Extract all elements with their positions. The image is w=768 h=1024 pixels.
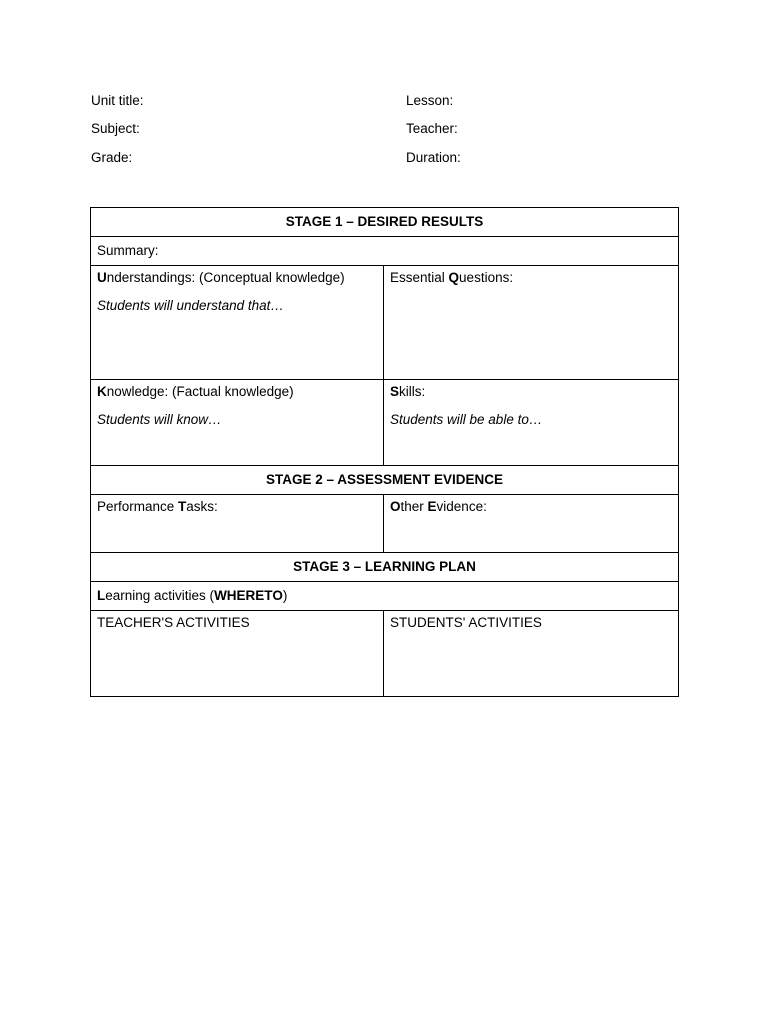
subject-label: Subject: xyxy=(91,121,140,136)
summary-label: Summary: xyxy=(97,243,159,258)
knowledge-label: Knowledge: (Factual knowledge) xyxy=(97,384,294,399)
students-activities-cell[interactable] xyxy=(384,611,679,697)
performance-tasks-label: Performance Tasks: xyxy=(97,499,218,514)
learning-activities-cell[interactable] xyxy=(91,582,679,611)
other-evidence-label: Other Evidence: xyxy=(390,499,487,514)
knowledge-skills-row xyxy=(91,380,679,466)
lesson-label: Lesson: xyxy=(406,93,454,108)
stage1-row xyxy=(91,208,679,237)
teacher-activities-label: TEACHER'S ACTIVITIES xyxy=(97,615,250,630)
skills-label: Skills: xyxy=(390,384,426,399)
learning-activities-label: Learning activities (WHERETO) xyxy=(97,588,288,603)
essential-questions-label: Essential Questions: xyxy=(390,270,514,285)
students-activities-label: STUDENTS' ACTIVITIES xyxy=(390,615,542,630)
duration-label: Duration: xyxy=(406,150,461,165)
activities-row xyxy=(91,611,679,697)
knowledge-prompt: Students will know… xyxy=(97,412,222,427)
lesson-plan-table xyxy=(90,207,679,697)
essential-questions-cell[interactable] xyxy=(384,266,679,380)
understandings-cell[interactable] xyxy=(91,266,384,380)
performance-tasks-cell[interactable] xyxy=(91,495,384,553)
unit-title-label: Unit title: xyxy=(91,93,144,108)
stage1-title: STAGE 1 – DESIRED RESULTS xyxy=(91,208,679,237)
summary-row xyxy=(91,237,679,266)
evidence-row xyxy=(91,495,679,553)
other-evidence-cell[interactable] xyxy=(384,495,679,553)
stage3-row xyxy=(91,553,679,582)
understandings-row xyxy=(91,266,679,380)
understandings-prompt: Students will understand that… xyxy=(97,298,284,313)
teacher-label: Teacher: xyxy=(406,121,458,136)
stage2-row xyxy=(91,466,679,495)
skills-cell[interactable] xyxy=(384,380,679,466)
learning-activities-row xyxy=(91,582,679,611)
stage3-title: STAGE 3 – LEARNING PLAN xyxy=(91,553,679,582)
knowledge-cell[interactable] xyxy=(91,380,384,466)
grade-label: Grade: xyxy=(91,150,133,165)
stage2-title: STAGE 2 – ASSESSMENT EVIDENCE xyxy=(91,466,679,495)
teacher-activities-cell[interactable] xyxy=(91,611,384,697)
understandings-label: Understandings: (Conceptual knowledge) xyxy=(97,270,345,285)
summary-cell[interactable] xyxy=(91,237,679,266)
skills-prompt: Students will be able to… xyxy=(390,412,543,427)
